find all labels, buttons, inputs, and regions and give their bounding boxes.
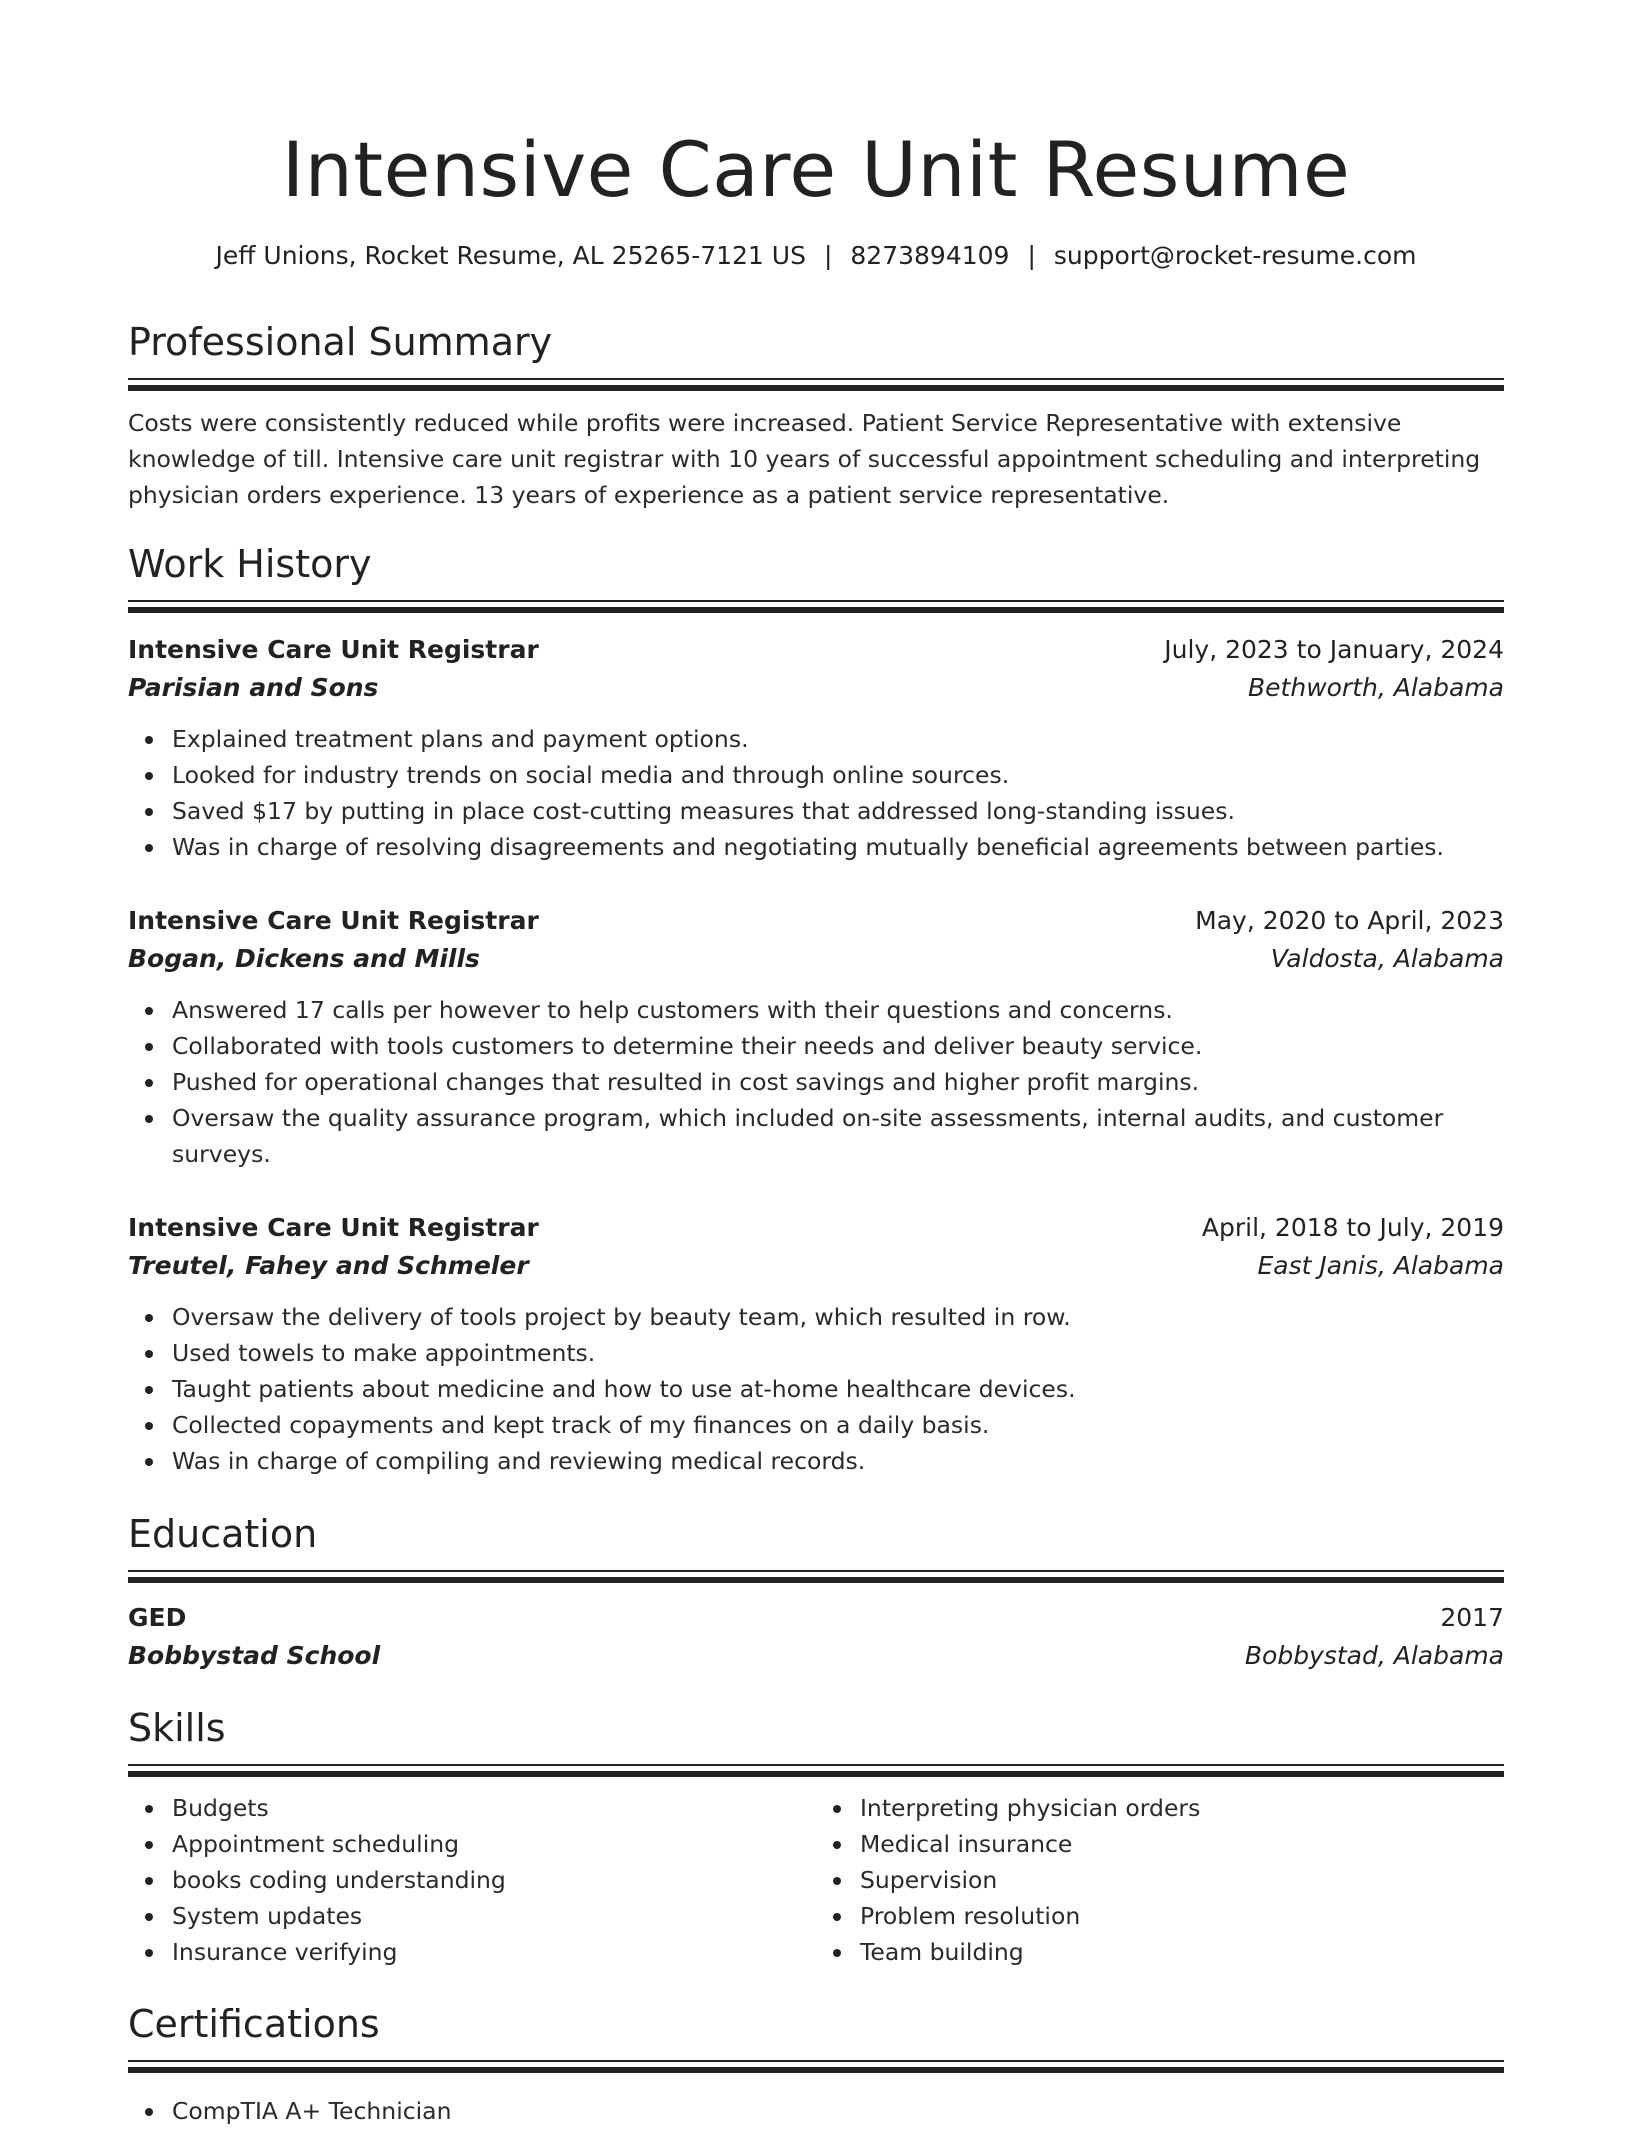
- job-title: Intensive Care Unit Registrar: [128, 635, 539, 664]
- education-section: [128, 1508, 1504, 1583]
- skills-column-left: [128, 1790, 816, 1970]
- education-location: Bobbystad, Alabama: [1244, 1641, 1504, 1670]
- contact-phone: 8273894109: [850, 241, 1010, 270]
- job-dates: April, 2018 to July, 2019: [1201, 1213, 1504, 1242]
- section-divider: [128, 378, 1504, 391]
- list-item: Saved $17 by putting in place cost-cutting measures that addressed long-standing issues.: [172, 793, 1504, 829]
- skill-item: books coding understanding: [172, 1862, 816, 1898]
- job-bullets: [128, 721, 1504, 865]
- certifications-list: [128, 2093, 1504, 2129]
- list-item: Was in charge of compiling and reviewing medical records.: [172, 1443, 1504, 1479]
- resume-title: Intensive Care Unit Resume: [281, 125, 1351, 214]
- skill-item: Team building: [860, 1934, 1504, 1970]
- job-company: Treutel, Fahey and Schmeler: [128, 1251, 529, 1280]
- section-heading: Education: [128, 1512, 318, 1556]
- list-item: Answered 17 calls per however to help customers with their questions and concerns.: [172, 992, 1504, 1028]
- job-location: Valdosta, Alabama: [1270, 944, 1504, 973]
- certifications-section: [128, 1998, 1504, 2129]
- job-entry: [128, 1209, 1504, 1479]
- list-item: Taught patients about medicine and how to use at-home healthcare devices.: [172, 1371, 1504, 1407]
- education-school: Bobbystad School: [128, 1641, 381, 1670]
- section-divider: [128, 2060, 1504, 2073]
- job-bullets: [128, 992, 1504, 1172]
- education-degree: GED: [128, 1603, 187, 1632]
- education-year: 2017: [1440, 1603, 1504, 1632]
- job-location: East Janis, Alabama: [1257, 1251, 1504, 1280]
- skill-item: Interpreting physician orders: [860, 1790, 1504, 1826]
- skill-item: Budgets: [172, 1790, 816, 1826]
- contact-email: support@rocket-resume.com: [1053, 241, 1417, 270]
- job-title: Intensive Care Unit Registrar: [128, 1213, 539, 1242]
- job-title: Intensive Care Unit Registrar: [128, 906, 539, 935]
- skill-item: Supervision: [860, 1862, 1504, 1898]
- skill-item: Problem resolution: [860, 1898, 1504, 1934]
- list-item: Pushed for operational changes that resulted in cost savings and higher profit margins.: [172, 1064, 1504, 1100]
- job-company: Parisian and Sons: [128, 673, 379, 702]
- summary-text: Costs were consistently reduced while profits were increased. Patient Service Representative with extensive knowledge of till. Intensive care unit registrar with 10 years of successful appointment scheduling and interpreting physician orders experience. 13 years of experience as a patient service representative.: [128, 409, 1481, 509]
- contact-address: Jeff Unions, Rocket Resume, AL 25265-7121 US: [215, 241, 806, 270]
- section-heading: Certifications: [128, 2002, 380, 2046]
- list-item: Was in charge of resolving disagreements and negotiating mutually beneficial agreements between parties.: [172, 829, 1504, 865]
- skill-item: Appointment scheduling: [172, 1826, 816, 1862]
- job-dates: July, 2023 to January, 2024: [1164, 635, 1504, 664]
- skills-column-right: [816, 1790, 1504, 1970]
- job-entry: [128, 902, 1504, 1172]
- section-heading: Work History: [128, 542, 372, 586]
- contact-line: [128, 238, 1504, 274]
- job-location: Bethworth, Alabama: [1248, 673, 1504, 702]
- job-dates: May, 2020 to April, 2023: [1195, 906, 1504, 935]
- list-item: Used towels to make appointments.: [172, 1335, 1504, 1371]
- list-item: Looked for industry trends on social media and through online sources.: [172, 757, 1504, 793]
- skills-section: [128, 1702, 1504, 1777]
- section-divider: [128, 1570, 1504, 1583]
- summary-section: [128, 316, 1504, 513]
- job-entry: [128, 631, 1504, 865]
- education-entry: [128, 1599, 1504, 1675]
- section-divider: [128, 600, 1504, 613]
- contact-separator: |: [1027, 241, 1036, 270]
- skill-item: Medical insurance: [860, 1826, 1504, 1862]
- job-bullets: [128, 1299, 1504, 1479]
- contact-separator: |: [823, 241, 833, 270]
- section-divider: [128, 1764, 1504, 1777]
- skill-item: Insurance verifying: [172, 1934, 816, 1970]
- skills-list: [128, 1790, 1504, 1970]
- certification-item: CompTIA A+ Technician: [172, 2093, 1504, 2129]
- skill-item: System updates: [172, 1898, 816, 1934]
- list-item: Collaborated with tools customers to determine their needs and deliver beauty service.: [172, 1028, 1504, 1064]
- list-item: Oversaw the delivery of tools project by beauty team, which resulted in row.: [172, 1299, 1504, 1335]
- job-company: Bogan, Dickens and Mills: [128, 944, 480, 973]
- work-history-section: [128, 538, 1504, 613]
- list-item: Oversaw the quality assurance program, which included on-site assessments, internal audits, and customer surveys.: [172, 1100, 1504, 1172]
- list-item: Explained treatment plans and payment options.: [172, 721, 1504, 757]
- section-heading: Professional Summary: [128, 320, 553, 364]
- section-heading: Skills: [128, 1706, 226, 1750]
- list-item: Collected copayments and kept track of my finances on a daily basis.: [172, 1407, 1504, 1443]
